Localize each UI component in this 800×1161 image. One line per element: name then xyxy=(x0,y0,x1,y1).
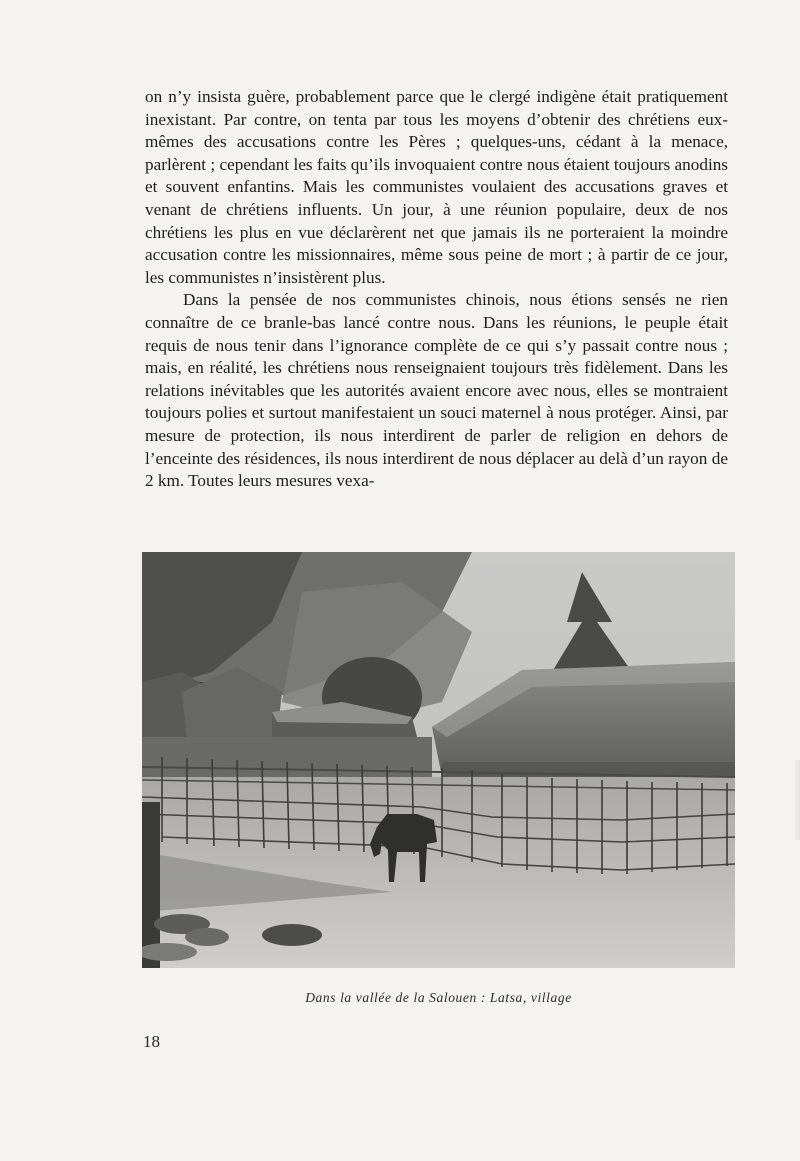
body-text xyxy=(145,86,728,493)
figure-caption: Dans la vallée de la Salouen : Latsa, village xyxy=(305,990,572,1005)
village-photograph xyxy=(142,552,735,968)
paragraph-1: on n’y insista guère, probablement parce que le clergé indigène était pratiquement inexistant. Par contre, on tenta par tous les moyens d’obtenir des chrétiens eux-mêmes des accusations contre les Pères ; quelques-uns, cédant à la menace, parlèrent ; cependant les faits qu’ils invoquaient contre nous étaient toujours anodins et souvent enfantins. Mais les communistes voulaient des accusations graves et venant de chrétiens influents. Un jour, à une réunion populaire, deux de nos chrétiens les plus en vue déclarèrent net que jamais ils ne porteraient la moindre accusation contre les missionnaires, même sous peine de mort ; à partir de ce jour, les communistes n’insistèrent plus. xyxy=(145,87,728,287)
scan-edge-shadow xyxy=(794,760,800,840)
paragraph-2: Dans la pensée de nos communistes chinois, nous étions sensés ne rien connaître de ce branle-bas lancé contre nous. Dans les réunions, le peuple était requis de nous tenir dans l’ignorance complète de ce qui s’y passait contre nous ; mais, en réalité, les chrétiens nous renseignaient toujours très fidèlement. Dans les relations inévitables que les autorités avaient encore avec nous, elles se montraient toujours polies et surtout manifestaient un souci maternel à nous protéger. Ainsi, par mesure de protection, ils nous interdirent de parler de religion en dehors de l’enceinte des résidences, ils nous interdirent de nous déplacer au delà d’un rayon de 2 km. Toutes leurs mesures vexa- xyxy=(145,290,728,491)
page-number: 18 xyxy=(143,1032,160,1051)
